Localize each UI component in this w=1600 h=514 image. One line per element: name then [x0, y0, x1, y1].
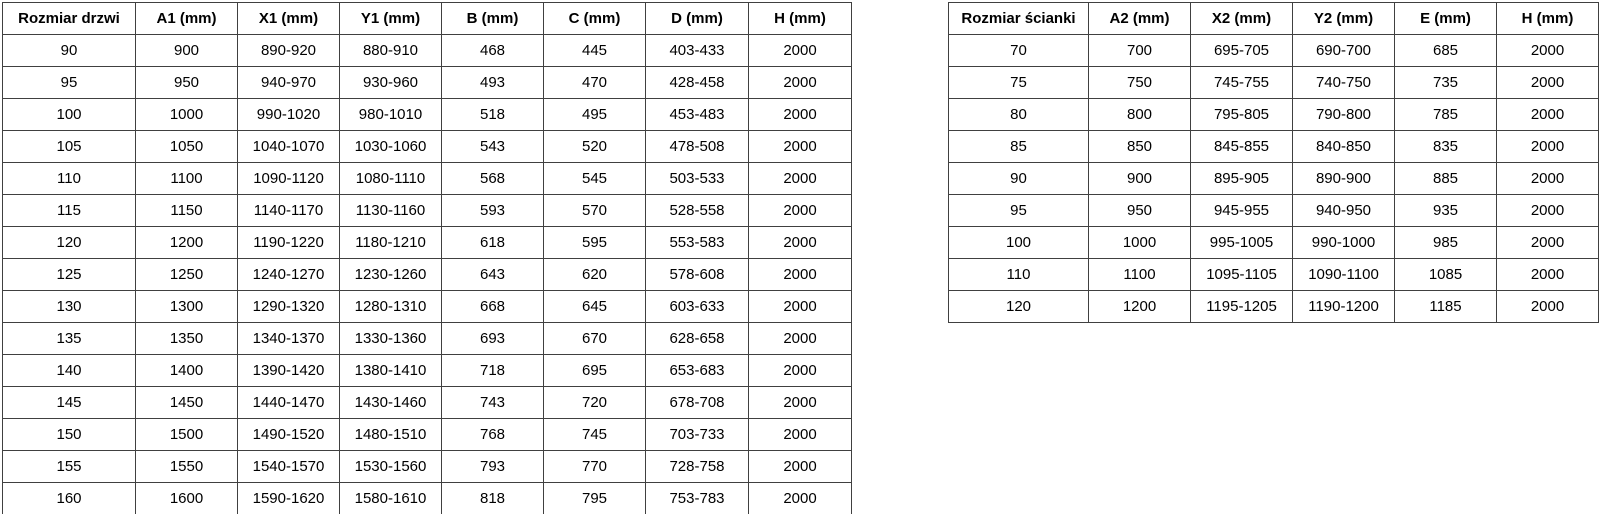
table-cell: 493	[442, 67, 544, 99]
table-cell: 703-733	[646, 419, 749, 451]
table-cell: 1200	[1089, 291, 1191, 323]
table-cell: 818	[442, 483, 544, 514]
table-cell: 95	[949, 195, 1089, 227]
table-cell: 620	[544, 259, 646, 291]
table-cell: 750	[1089, 67, 1191, 99]
door-table-header	[3, 3, 852, 35]
table-row	[949, 99, 1599, 131]
table-cell: 2000	[749, 387, 852, 419]
table-cell: 145	[3, 387, 136, 419]
table-row	[3, 163, 852, 195]
table-cell: 945-955	[1191, 195, 1293, 227]
table-cell: 718	[442, 355, 544, 387]
table-row	[3, 419, 852, 451]
wall-panel-sizes-table	[948, 2, 1599, 323]
table-cell: 835	[1395, 131, 1497, 163]
table-row	[949, 163, 1599, 195]
table-cell: 795-805	[1191, 99, 1293, 131]
table-row	[3, 227, 852, 259]
table-row	[3, 67, 852, 99]
table-row	[3, 131, 852, 163]
table-cell: 1400	[136, 355, 238, 387]
table-cell: 453-483	[646, 99, 749, 131]
column-header: Y1 (mm)	[340, 3, 442, 35]
table-cell: 643	[442, 259, 544, 291]
table-cell: 1540-1570	[238, 451, 340, 483]
table-cell: 105	[3, 131, 136, 163]
table-row	[3, 259, 852, 291]
table-cell: 1085	[1395, 259, 1497, 291]
table-cell: 100	[949, 227, 1089, 259]
table-cell: 1190-1220	[238, 227, 340, 259]
table-cell: 1130-1160	[340, 195, 442, 227]
table-cell: 990-1020	[238, 99, 340, 131]
table-row	[949, 131, 1599, 163]
table-cell: 618	[442, 227, 544, 259]
table-cell: 990-1000	[1293, 227, 1395, 259]
table-cell: 2000	[749, 99, 852, 131]
table-cell: 1590-1620	[238, 483, 340, 514]
table-cell: 670	[544, 323, 646, 355]
table-cell: 628-658	[646, 323, 749, 355]
table-cell: 1000	[136, 99, 238, 131]
table-cell: 1280-1310	[340, 291, 442, 323]
table-cell: 445	[544, 35, 646, 67]
table-cell: 110	[949, 259, 1089, 291]
table-cell: 1450	[136, 387, 238, 419]
table-cell: 753-783	[646, 483, 749, 514]
table-cell: 503-533	[646, 163, 749, 195]
table-cell: 940-950	[1293, 195, 1395, 227]
table-cell: 428-458	[646, 67, 749, 99]
table-cell: 495	[544, 99, 646, 131]
table-cell: 570	[544, 195, 646, 227]
table-row	[949, 291, 1599, 323]
column-header: B (mm)	[442, 3, 544, 35]
table-cell: 2000	[749, 227, 852, 259]
column-header: D (mm)	[646, 3, 749, 35]
table-cell: 1350	[136, 323, 238, 355]
table-cell: 478-508	[646, 131, 749, 163]
table-cell: 545	[544, 163, 646, 195]
table-cell: 1430-1460	[340, 387, 442, 419]
wall-table-header	[949, 3, 1599, 35]
table-cell: 930-960	[340, 67, 442, 99]
table-cell: 1240-1270	[238, 259, 340, 291]
table-cell: 1580-1610	[340, 483, 442, 514]
table-cell: 1390-1420	[238, 355, 340, 387]
table-row	[949, 67, 1599, 99]
table-cell: 2000	[749, 451, 852, 483]
table-row	[3, 387, 852, 419]
table-cell: 735	[1395, 67, 1497, 99]
table-cell: 110	[3, 163, 136, 195]
table-row	[3, 291, 852, 323]
table-cell: 543	[442, 131, 544, 163]
table-cell: 2000	[1497, 227, 1599, 259]
table-cell: 1190-1200	[1293, 291, 1395, 323]
wall-table-body	[949, 35, 1599, 323]
table-cell: 790-800	[1293, 99, 1395, 131]
table-cell: 700	[1089, 35, 1191, 67]
table-cell: 668	[442, 291, 544, 323]
table-cell: 2000	[1497, 35, 1599, 67]
table-cell: 880-910	[340, 35, 442, 67]
column-header: A2 (mm)	[1089, 3, 1191, 35]
table-cell: 518	[442, 99, 544, 131]
table-cell: 885	[1395, 163, 1497, 195]
table-cell: 900	[1089, 163, 1191, 195]
table-cell: 743	[442, 387, 544, 419]
table-cell: 130	[3, 291, 136, 323]
column-header: H (mm)	[1497, 3, 1599, 35]
table-cell: 1185	[1395, 291, 1497, 323]
table-cell: 1080-1110	[340, 163, 442, 195]
table-cell: 890-920	[238, 35, 340, 67]
table-cell: 1550	[136, 451, 238, 483]
table-cell: 120	[3, 227, 136, 259]
table-cell: 745	[544, 419, 646, 451]
table-cell: 80	[949, 99, 1089, 131]
table-cell: 2000	[1497, 195, 1599, 227]
table-cell: 120	[949, 291, 1089, 323]
table-cell: 980-1010	[340, 99, 442, 131]
table-cell: 528-558	[646, 195, 749, 227]
column-header: Rozmiar ścianki	[949, 3, 1089, 35]
table-cell: 2000	[749, 163, 852, 195]
table-cell: 1100	[1089, 259, 1191, 291]
table-cell: 2000	[749, 483, 852, 514]
door-sizes-table	[2, 2, 852, 514]
table-cell: 1200	[136, 227, 238, 259]
column-header: H (mm)	[749, 3, 852, 35]
table-cell: 950	[1089, 195, 1191, 227]
table-cell: 1030-1060	[340, 131, 442, 163]
table-cell: 470	[544, 67, 646, 99]
table-cell: 100	[3, 99, 136, 131]
table-cell: 568	[442, 163, 544, 195]
table-cell: 895-905	[1191, 163, 1293, 195]
table-cell: 1480-1510	[340, 419, 442, 451]
table-cell: 1440-1470	[238, 387, 340, 419]
table-row	[949, 227, 1599, 259]
table-cell: 1380-1410	[340, 355, 442, 387]
table-cell: 125	[3, 259, 136, 291]
table-cell: 1600	[136, 483, 238, 514]
table-cell: 785	[1395, 99, 1497, 131]
table-cell: 1095-1105	[1191, 259, 1293, 291]
table-cell: 1530-1560	[340, 451, 442, 483]
table-cell: 2000	[749, 323, 852, 355]
table-cell: 1250	[136, 259, 238, 291]
table-row	[3, 451, 852, 483]
table-cell: 90	[949, 163, 1089, 195]
table-cell: 140	[3, 355, 136, 387]
table-cell: 1100	[136, 163, 238, 195]
table-cell: 695	[544, 355, 646, 387]
table-cell: 2000	[749, 259, 852, 291]
table-cell: 795	[544, 483, 646, 514]
table-cell: 1500	[136, 419, 238, 451]
table-row	[949, 35, 1599, 67]
table-cell: 2000	[1497, 67, 1599, 99]
table-cell: 768	[442, 419, 544, 451]
table-row	[3, 323, 852, 355]
table-cell: 603-633	[646, 291, 749, 323]
table-row	[3, 355, 852, 387]
table-cell: 720	[544, 387, 646, 419]
table-cell: 693	[442, 323, 544, 355]
table-cell: 1140-1170	[238, 195, 340, 227]
table-row	[949, 259, 1599, 291]
table-row	[3, 35, 852, 67]
table-cell: 1040-1070	[238, 131, 340, 163]
table-cell: 940-970	[238, 67, 340, 99]
table-row	[3, 99, 852, 131]
table-cell: 1090-1100	[1293, 259, 1395, 291]
table-cell: 2000	[749, 291, 852, 323]
table-cell: 900	[136, 35, 238, 67]
table-cell: 1000	[1089, 227, 1191, 259]
table-cell: 653-683	[646, 355, 749, 387]
header-row	[3, 3, 852, 35]
table-cell: 2000	[1497, 291, 1599, 323]
table-cell: 645	[544, 291, 646, 323]
table-cell: 2000	[749, 355, 852, 387]
table-cell: 85	[949, 131, 1089, 163]
column-header: X2 (mm)	[1191, 3, 1293, 35]
table-cell: 890-900	[1293, 163, 1395, 195]
table-cell: 2000	[749, 67, 852, 99]
table-cell: 2000	[1497, 259, 1599, 291]
table-cell: 685	[1395, 35, 1497, 67]
table-row	[3, 483, 852, 514]
table-cell: 160	[3, 483, 136, 514]
table-cell: 553-583	[646, 227, 749, 259]
door-table-body	[3, 35, 852, 514]
table-cell: 150	[3, 419, 136, 451]
column-header: X1 (mm)	[238, 3, 340, 35]
table-cell: 840-850	[1293, 131, 1395, 163]
table-cell: 1330-1360	[340, 323, 442, 355]
table-cell: 1340-1370	[238, 323, 340, 355]
table-cell: 800	[1089, 99, 1191, 131]
table-cell: 593	[442, 195, 544, 227]
table-cell: 578-608	[646, 259, 749, 291]
table-cell: 90	[3, 35, 136, 67]
table-cell: 728-758	[646, 451, 749, 483]
table-cell: 995-1005	[1191, 227, 1293, 259]
table-cell: 1230-1260	[340, 259, 442, 291]
table-cell: 1290-1320	[238, 291, 340, 323]
column-header: Rozmiar drzwi	[3, 3, 136, 35]
table-cell: 1180-1210	[340, 227, 442, 259]
table-cell: 2000	[1497, 163, 1599, 195]
table-cell: 740-750	[1293, 67, 1395, 99]
table-cell: 2000	[749, 131, 852, 163]
table-cell: 1090-1120	[238, 163, 340, 195]
table-row	[3, 195, 852, 227]
table-cell: 155	[3, 451, 136, 483]
table-cell: 2000	[749, 35, 852, 67]
table-cell: 1300	[136, 291, 238, 323]
column-header: Y2 (mm)	[1293, 3, 1395, 35]
column-header: C (mm)	[544, 3, 646, 35]
table-cell: 595	[544, 227, 646, 259]
table-cell: 403-433	[646, 35, 749, 67]
table-cell: 520	[544, 131, 646, 163]
table-cell: 935	[1395, 195, 1497, 227]
table-cell: 845-855	[1191, 131, 1293, 163]
table-cell: 850	[1089, 131, 1191, 163]
table-cell: 690-700	[1293, 35, 1395, 67]
table-cell: 2000	[749, 419, 852, 451]
table-cell: 2000	[1497, 131, 1599, 163]
table-cell: 793	[442, 451, 544, 483]
table-cell: 2000	[749, 195, 852, 227]
table-cell: 70	[949, 35, 1089, 67]
column-header: A1 (mm)	[136, 3, 238, 35]
table-cell: 135	[3, 323, 136, 355]
table-cell: 678-708	[646, 387, 749, 419]
table-cell: 115	[3, 195, 136, 227]
column-header: E (mm)	[1395, 3, 1497, 35]
table-cell: 950	[136, 67, 238, 99]
table-cell: 745-755	[1191, 67, 1293, 99]
table-cell: 985	[1395, 227, 1497, 259]
table-cell: 1490-1520	[238, 419, 340, 451]
table-cell: 95	[3, 67, 136, 99]
table-cell: 695-705	[1191, 35, 1293, 67]
table-cell: 770	[544, 451, 646, 483]
table-cell: 1150	[136, 195, 238, 227]
table-cell: 468	[442, 35, 544, 67]
table-cell: 1050	[136, 131, 238, 163]
table-cell: 75	[949, 67, 1089, 99]
table-cell: 2000	[1497, 99, 1599, 131]
table-cell: 1195-1205	[1191, 291, 1293, 323]
table-row	[949, 195, 1599, 227]
header-row	[949, 3, 1599, 35]
